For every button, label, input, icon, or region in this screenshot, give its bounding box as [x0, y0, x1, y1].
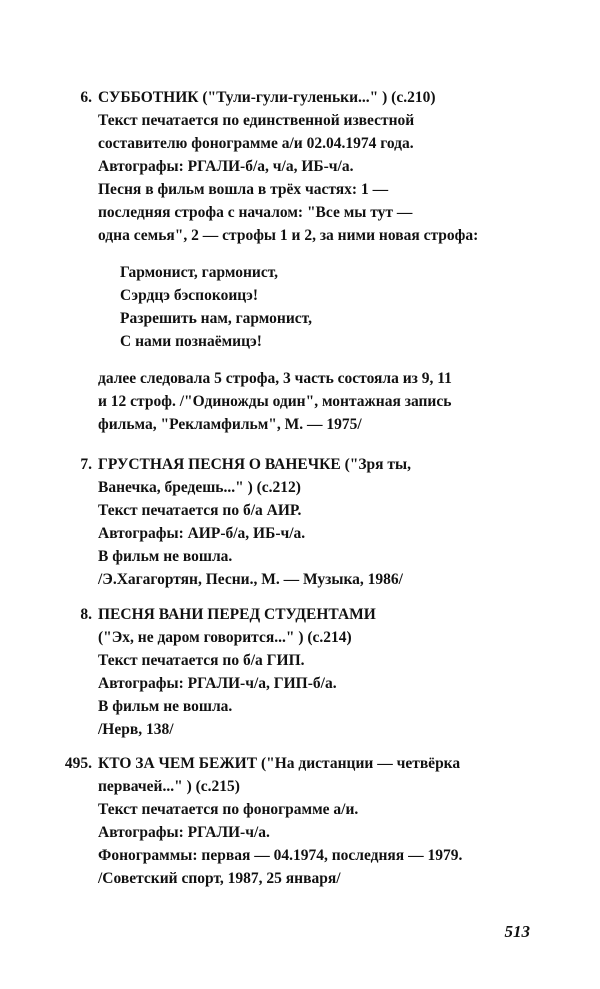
entry-title-line: ("Эх, не даром говорится..." ) (с.214): [98, 629, 352, 646]
entry-text-line: /Э.Хагагортян, Песни., М. — Музыка, 1986/: [98, 571, 403, 588]
entry-number: 6.: [80, 89, 92, 106]
page-number: 513: [504, 922, 530, 941]
entry-text-line: Текст печатается по б/а АИР.: [98, 502, 302, 519]
entry-body: [98, 603, 568, 741]
entry-text-line: Фонограммы: первая — 04.1974, последняя — 1979.: [98, 847, 463, 864]
entry-text-line: /Советский спорт, 1987, 25 января/: [98, 870, 341, 887]
entry-title-line: ГРУСТНАЯ ПЕСНЯ О ВАНЕЧКЕ ("Зря ты,: [98, 456, 412, 473]
entry-number: 8.: [80, 606, 92, 623]
entry-text-line: одна семья", 2 — строфы 1 и 2, за ними новая строфа:: [98, 227, 479, 244]
entry-text-line: Текст печатается по б/а ГИП.: [98, 652, 305, 669]
entry-text-line: Песня в фильм вошла в трёх частях: 1 —: [98, 181, 389, 198]
entry-body: [98, 86, 568, 436]
entry-text-line: Текст печатается по единственной известной: [98, 112, 415, 129]
entry-body: [98, 453, 568, 591]
verse-line: Гармонист, гармонист,: [120, 264, 279, 281]
entry-text-line: /Нерв, 138/: [98, 721, 174, 738]
entry-text-line: далее следовала 5 строфа, 3 часть состояла из 9, 11: [98, 370, 452, 387]
verse-quote: [98, 261, 568, 353]
verse-line: Сэрдцэ бэспокоицэ!: [120, 287, 259, 304]
entry-text-line: фильма, "Рекламфильм", М. — 1975/: [98, 416, 362, 433]
entry-text-line: Автографы: РГАЛИ-ч/а, ГИП-б/а.: [98, 675, 337, 692]
entry-number: 7.: [80, 456, 92, 473]
entry-number: 495.: [64, 755, 92, 772]
verse-line: Разрешить нам, гармонист,: [120, 310, 312, 327]
entry-text-line: В фильм не вошла.: [98, 548, 233, 565]
entry-title-line: СУББОТНИК ("Тули-гули-гуленьки..." ) (с.210): [98, 89, 436, 106]
entry-text-line: Текст печатается по фонограмме а/и.: [98, 801, 359, 818]
entry-text-line: составителю фонограмме а/и 02.04.1974 года.: [98, 135, 414, 152]
verse-line: С нами познаёмицэ!: [120, 333, 262, 350]
entry-text-line: и 12 строф. /"Одиножды один", монтажная запись: [98, 393, 452, 410]
entry-text-line: Автографы: АИР-б/а, ИБ-ч/а.: [98, 525, 306, 542]
entry-text-line: В фильм не вошла.: [98, 698, 233, 715]
entry-text-line: последняя строфа с началом: "Все мы тут —: [98, 204, 413, 221]
entry-title-line: первачей..." ) (с.215): [98, 778, 240, 795]
entry-title-line: ПЕСНЯ ВАНИ ПЕРЕД СТУДЕНТАМИ: [98, 606, 376, 623]
entry-title-line: КТО ЗА ЧЕМ БЕЖИТ ("На дистанции — четвёрка: [98, 755, 461, 772]
entry-title-line: Ванечка, бредешь..." ) (с.212): [98, 479, 301, 496]
entry-text-line: Автографы: РГАЛИ-б/а, ч/а, ИБ-ч/а.: [98, 158, 354, 175]
entry-text-line: Автографы: РГАЛИ-ч/а.: [98, 824, 270, 841]
entry-body: [98, 752, 568, 890]
